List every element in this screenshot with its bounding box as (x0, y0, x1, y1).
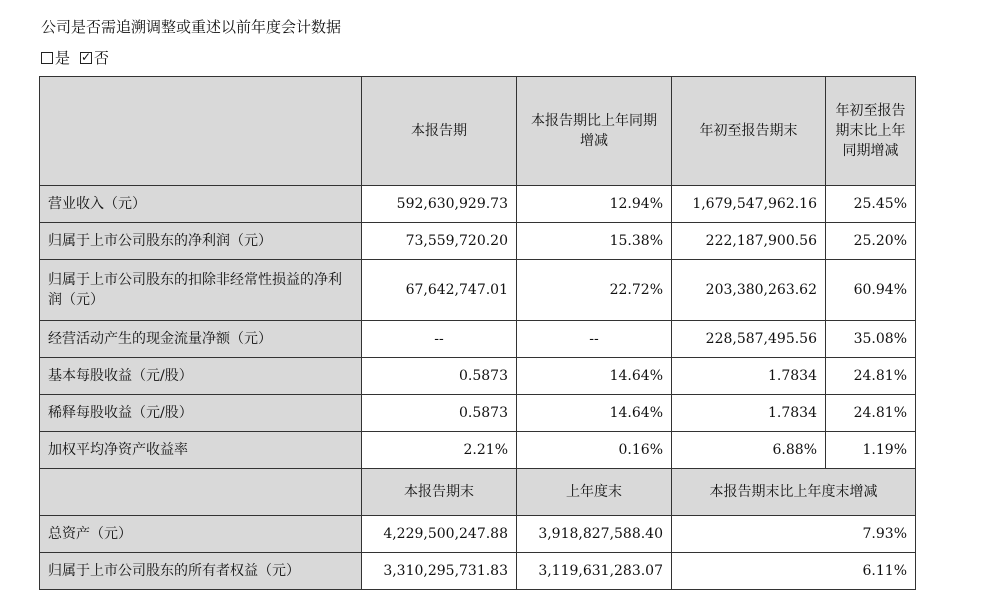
balance-row-change: 6.11% (672, 553, 916, 590)
balance-row-period-end: 3,310,295,731.83 (362, 553, 517, 590)
row-ytd: 1.7834 (672, 395, 826, 432)
row-yoy: 12.94% (517, 186, 672, 223)
header-yoy-change: 本报告期比上年同期增减 (517, 77, 672, 186)
table-row (40, 553, 916, 590)
table-row (40, 516, 916, 553)
row-yoy: -- (517, 321, 672, 358)
row-current: 592,630,929.73 (362, 186, 517, 223)
checkbox-checked-icon[interactable] (80, 52, 92, 64)
row-yoy: 22.72% (517, 260, 672, 321)
row-ytd-change: 24.81% (826, 395, 916, 432)
row-current: 67,642,747.01 (362, 260, 517, 321)
row-ytd: 1.7834 (672, 358, 826, 395)
row-ytd: 6.88% (672, 432, 826, 469)
row-label: 基本每股收益（元/股） (40, 358, 362, 395)
financial-data-table (39, 76, 916, 590)
row-ytd-change: 25.45% (826, 186, 916, 223)
restatement-question: 公司是否需追溯调整或重述以前年度会计数据 (41, 18, 342, 36)
checkbox-unchecked-icon[interactable] (41, 52, 53, 64)
row-ytd: 228,587,495.56 (672, 321, 826, 358)
row-ytd-change: 1.19% (826, 432, 916, 469)
header-prior-year-end: 上年度末 (517, 469, 672, 516)
row-yoy: 14.64% (517, 395, 672, 432)
row-current: 2.21% (362, 432, 517, 469)
option-no[interactable] (80, 47, 109, 68)
row-label: 营业收入（元） (40, 186, 362, 223)
header-ytd: 年初至报告期末 (672, 77, 826, 186)
balance-row-prior-year-end: 3,119,631,283.07 (517, 553, 672, 590)
balance-row-prior-year-end: 3,918,827,588.40 (517, 516, 672, 553)
balance-header-blank-cell (40, 469, 362, 516)
row-label: 加权平均净资产收益率 (40, 432, 362, 469)
table-row (40, 321, 916, 358)
header-ytd-change: 年初至报告期末比上年同期增减 (826, 77, 916, 186)
option-yes-label: 是 (55, 49, 71, 67)
row-current: 0.5873 (362, 358, 517, 395)
row-ytd-change: 25.20% (826, 223, 916, 260)
table-row (40, 186, 916, 223)
row-current: -- (362, 321, 517, 358)
row-ytd: 203,380,263.62 (672, 260, 826, 321)
row-label: 经营活动产生的现金流量净额（元） (40, 321, 362, 358)
row-ytd: 1,679,547,962.16 (672, 186, 826, 223)
row-current: 73,559,720.20 (362, 223, 517, 260)
row-ytd-change: 60.94% (826, 260, 916, 321)
balance-row-change: 7.93% (672, 516, 916, 553)
table-header-row (40, 77, 916, 186)
row-label: 归属于上市公司股东的净利润（元） (40, 223, 362, 260)
row-label: 稀释每股收益（元/股） (40, 395, 362, 432)
restatement-options (41, 47, 109, 68)
header-current-period: 本报告期 (362, 77, 517, 186)
table-row (40, 358, 916, 395)
balance-header-row (40, 469, 916, 516)
table-row (40, 260, 916, 321)
row-yoy: 15.38% (517, 223, 672, 260)
row-ytd-change: 35.08% (826, 321, 916, 358)
row-current: 0.5873 (362, 395, 517, 432)
balance-row-label: 归属于上市公司股东的所有者权益（元） (40, 553, 362, 590)
row-yoy: 0.16% (517, 432, 672, 469)
row-ytd-change: 24.81% (826, 358, 916, 395)
option-no-label: 否 (94, 49, 110, 67)
table-row (40, 395, 916, 432)
table-row (40, 432, 916, 469)
header-blank-cell (40, 77, 362, 186)
balance-row-label: 总资产（元） (40, 516, 362, 553)
table-row (40, 223, 916, 260)
row-label: 归属于上市公司股东的扣除非经常性损益的净利润（元） (40, 260, 362, 321)
row-yoy: 14.64% (517, 358, 672, 395)
row-ytd: 222,187,900.56 (672, 223, 826, 260)
option-yes[interactable] (41, 47, 70, 68)
header-balance-change: 本报告期末比上年度末增减 (672, 469, 916, 516)
balance-row-period-end: 4,229,500,247.88 (362, 516, 517, 553)
header-period-end: 本报告期末 (362, 469, 517, 516)
